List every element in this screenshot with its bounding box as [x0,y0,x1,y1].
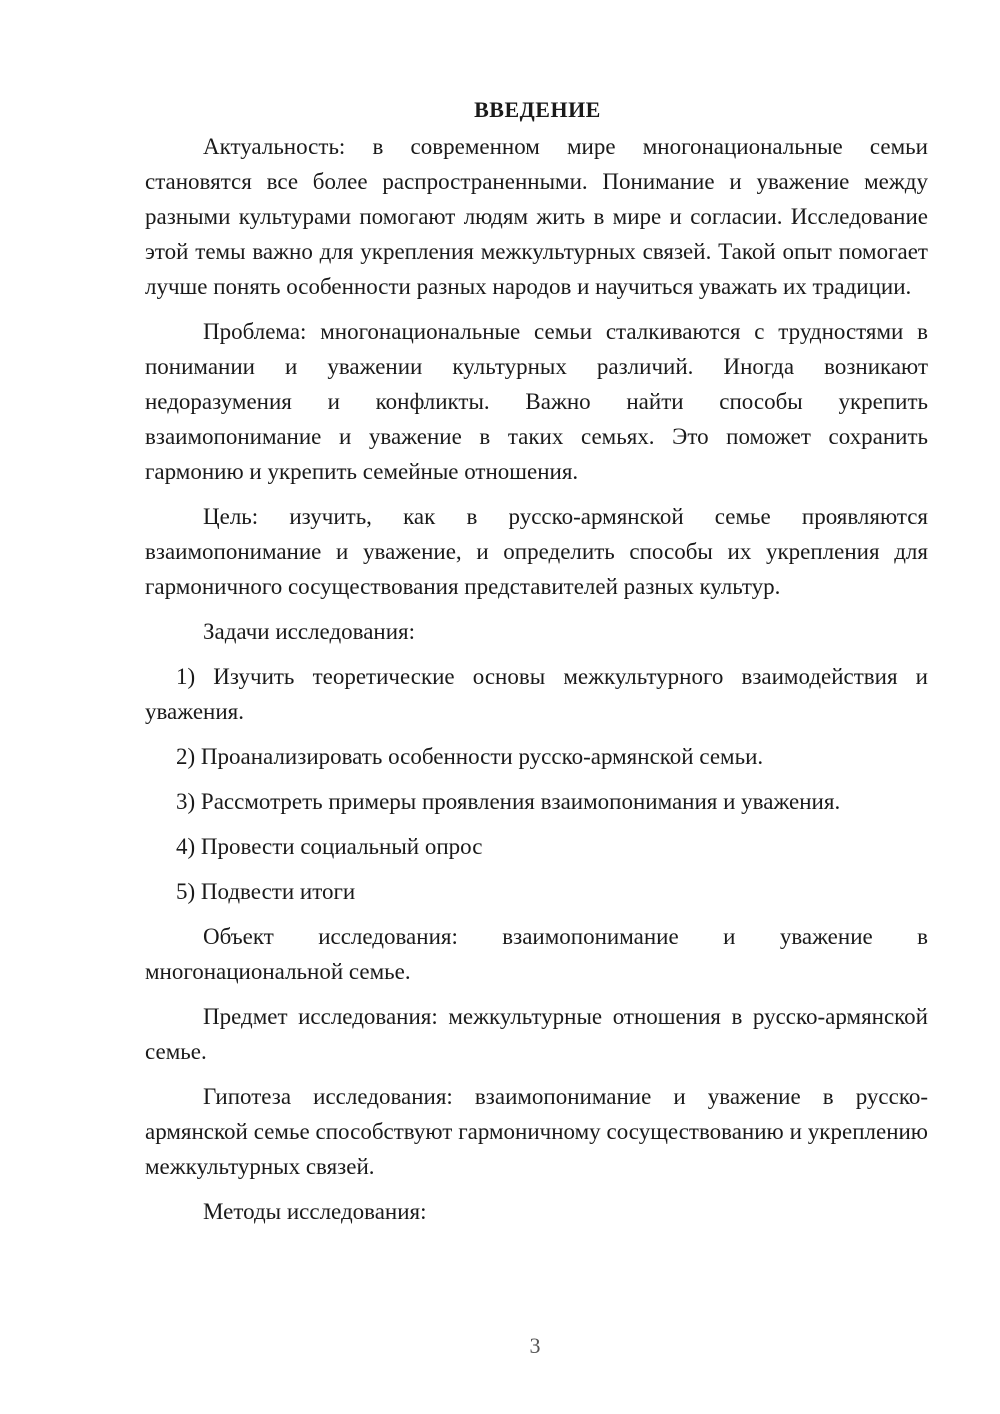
document-body [145,92,928,1239]
subject-paragraph: Предмет исследования: межкультурные отношения в русско-армянской семье. [145,1004,928,1064]
relevance-paragraph: Актуальность: в современном мире многонациональные семьи становятся все более распространенными. Понимание и уважение между разными культурами помогают людям жить в мире и согласии. Исследование этой темы важно для укрепления межкультурных связей. Такой опыт помогает лучше понять особенности разных народов и научиться уважать их традиции. [145,134,928,299]
task-item-4: 4) Провести социальный опрос [176,834,483,859]
methods-paragraph: Методы исследования: [203,1199,427,1224]
goal-paragraph: Цель: изучить, как в русско-армянской семье проявляются взаимопонимание и уважение, и определить способы их укрепления для гармоничного сосуществования представителей разных культур. [145,504,928,599]
tasks-heading: Задачи исследования: [203,619,416,644]
task-item-2: 2) Проанализировать особенности русско-армянской семьи. [176,744,764,769]
page-number: 3 [529,1333,541,1358]
task-item-1: 1) Изучить теоретические основы межкультурного взаимодействия и уважения. [145,664,928,724]
problem-paragraph: Проблема: многонациональные семьи сталкиваются с трудностями в понимании и уважении культурных различий. Иногда возникают недоразумения и конфликты. Важно найти способы укрепить взаимопонимание и уважение в таких семьях. Это поможет сохранить гармонию и укрепить семейные отношения. [145,319,928,484]
hypothesis-paragraph: Гипотеза исследования: взаимопонимание и уважение в русско-армянской семье способствуют гармоничному сосуществованию и укреплению межкультурных связей. [145,1084,928,1179]
object-paragraph: Объект исследования: взаимопонимание и уважение в многонациональной семье. [145,924,928,984]
page-title: ВВЕДЕНИЕ [474,97,601,122]
task-item-5: 5) Подвести итоги [176,879,356,904]
task-item-3: 3) Рассмотреть примеры проявления взаимопонимания и уважения. [176,789,841,814]
